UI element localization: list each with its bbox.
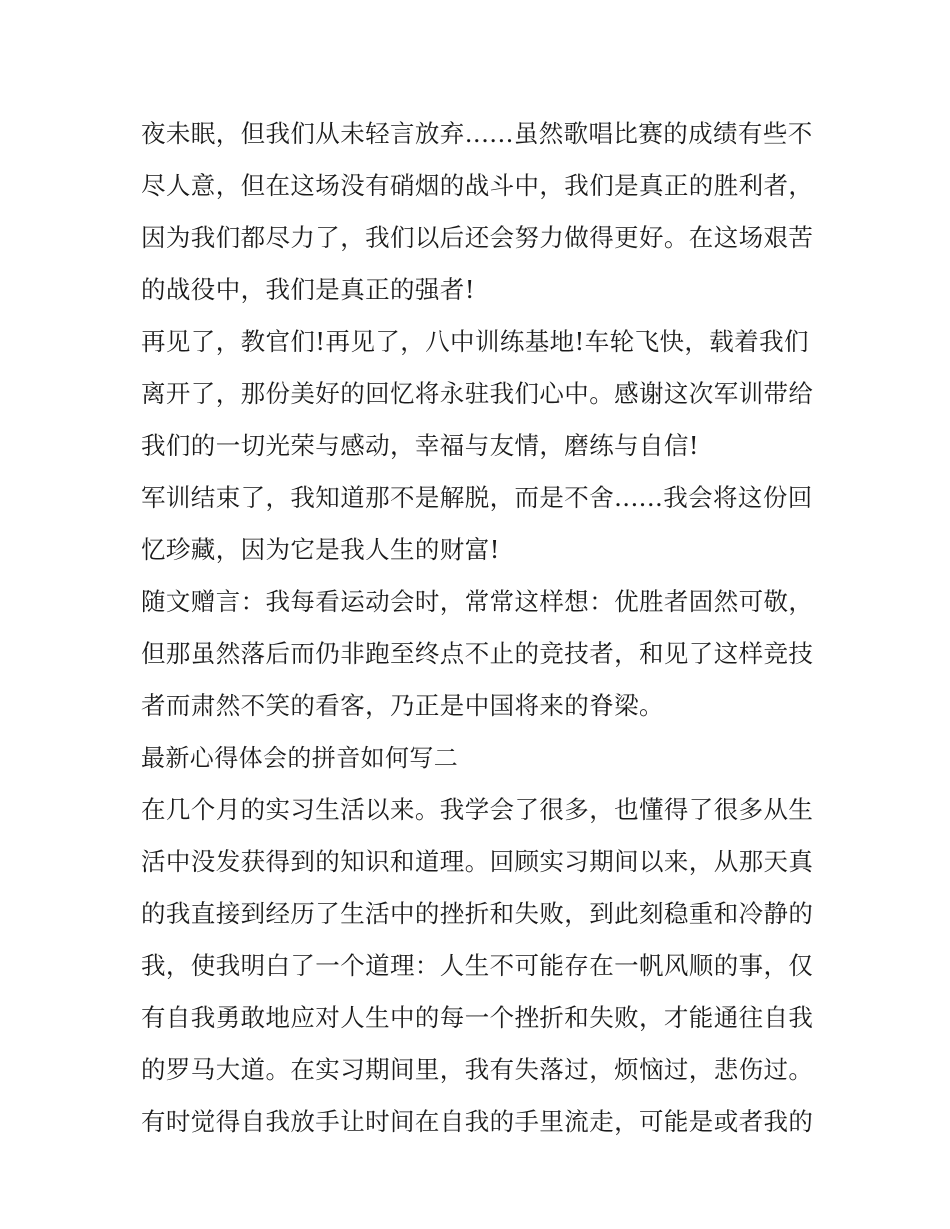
text-line: 军训结束了，我知道那不是解脱，而是不舍......我会将这份回 [141, 483, 813, 512]
text-line: 但那虽然落后而仍非跑至终点不止的竞技者，和见了这样竞技 [141, 639, 814, 668]
text-line: 的战役中，我们是真正的强者! [141, 275, 475, 304]
text-line: 者而肃然不笑的看客，乃正是中国将来的脊梁。 [141, 691, 664, 720]
text-line: 随文赠言：我每看运动会时，常常这样想：优胜者固然可敬， [141, 587, 814, 616]
text-line: 活中没发获得到的知识和道理。回顾实习期间以来，从那天真 [141, 847, 814, 876]
text-line: 我，使我明白了一个道理：人生不可能存在一帆风顺的事，仅 [141, 951, 814, 980]
text-line: 再见了，教官们!再见了，八中训练基地!车轮飞快，载着我们 [141, 327, 809, 356]
text-line: 的我直接到经历了生活中的挫折和失败，到此刻稳重和冷静的 [141, 899, 814, 928]
text-line: 有时觉得自我放手让时间在自我的手里流走，可能是或者我的 [141, 1107, 814, 1136]
text-line: 在几个月的实习生活以来。我学会了很多，也懂得了很多从生 [141, 795, 814, 824]
text-line: 离开了，那份美好的回忆将永驻我们心中。感谢这次军训带给 [141, 379, 814, 408]
text-line: 因为我们都尽力了，我们以后还会努力做得更好。在这场艰苦 [141, 223, 814, 252]
text-line: 有自我勇敢地应对人生中的每一个挫折和失败，才能通往自我 [141, 1003, 814, 1032]
text-line: 的罗马大道。在实习期间里，我有失落过，烦恼过，悲伤过。 [141, 1055, 814, 1084]
text-line: 忆珍藏，因为它是我人生的财富! [141, 535, 500, 564]
text-line: 尽人意，但在这场没有硝烟的战斗中，我们是真正的胜利者， [141, 171, 814, 200]
text-line: 夜未眠，但我们从未轻言放弃......虽然歌唱比赛的成绩有些不 [141, 119, 813, 148]
body-text [141, 108, 821, 1148]
section-heading: 最新心得体会的拼音如何写二 [141, 744, 459, 772]
text-line: 我们的一切光荣与感动，幸福与友情，磨练与自信! [141, 431, 700, 460]
